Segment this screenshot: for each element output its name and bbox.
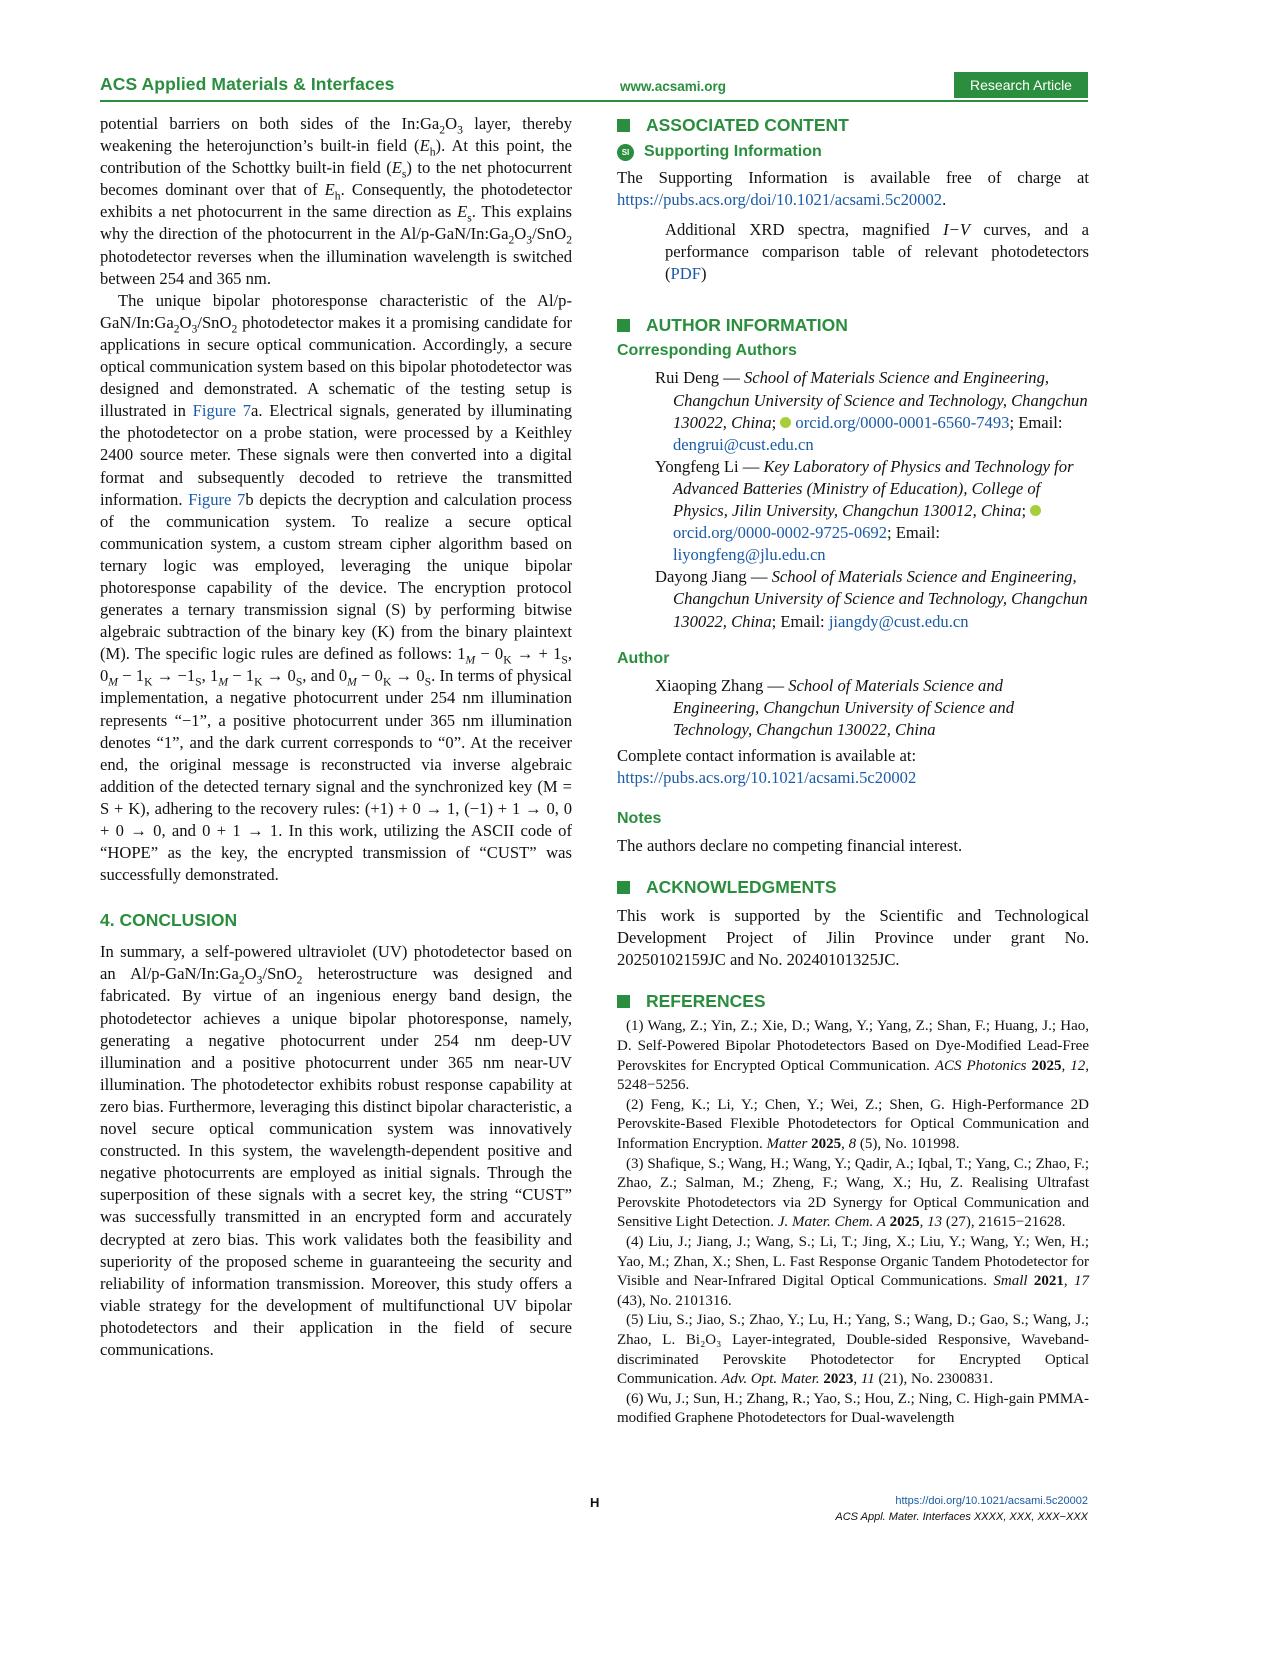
orcid-link[interactable]: orcid.org/0000-0001-6560-7493 — [795, 412, 1010, 432]
section-square-icon — [617, 881, 630, 894]
article-type-badge: Research Article — [954, 72, 1088, 98]
section-square-icon — [617, 319, 630, 332]
reference-item: (6) Wu, J.; Sun, H.; Zhang, R.; Yao, S.; Hou, Z.; Ning, C. High-gain PMMA-modified Graphene Photodetectors for Dual-wavelength — [617, 1390, 1089, 1427]
contact-info-text: Complete contact information is available at: https://pubs.acs.org/10.1021/acsami.5c20002 — [617, 745, 917, 787]
footer-doi-link[interactable]: https://doi.org/10.1021/acsami.5c20002 — [895, 1495, 1088, 1507]
supporting-info-description: Additional XRD spectra, magnified I−V curves, and a performance comparison table of relevant photodetectors (PDF) — [665, 220, 1089, 284]
pdf-link[interactable]: PDF — [670, 264, 701, 284]
acknowledgments-text: This work is supported by the Scientific and Technological Development Project of Jilin Province under grant No. 20250102159JC and No. 20240101325JC. — [617, 906, 1089, 970]
figure-7-link[interactable]: Figure 7 — [188, 489, 246, 509]
section-heading-references: REFERENCES — [617, 989, 1089, 1013]
orcid-icon — [1030, 505, 1041, 516]
right-column — [617, 113, 1089, 1429]
reference-list — [617, 1017, 1089, 1428]
orcid-link[interactable]: orcid.org/0000-0002-9725-0692 — [673, 523, 888, 543]
email-link[interactable]: liyongfeng@jlu.edu.cn — [673, 545, 826, 565]
left-column — [100, 113, 572, 1361]
orcid-icon — [780, 417, 791, 428]
reference-item: (3) Shafique, S.; Wang, H.; Wang, Y.; Qadir, A.; Iqbal, T.; Yang, C.; Zhao, F.; Zhao, Z.; Salman, M.; Zheng, F.; Wang, X.; Hu, Z. Realising Ultrafast Perovskite Photodetectors via 2D Synergy for Optical Communication and Sensitive Light Detection. J. Mater. Chem. A 2025, 13 (27), 21615−21628. — [617, 1155, 1089, 1231]
author-entry-xiaoping-zhang: Xiaoping Zhang — School of Materials Science and Engineering, Changchun University of Science and Technology, Changchun 130022, China — [655, 675, 1015, 739]
page-number: H — [590, 1495, 600, 1510]
notes-text: The authors declare no competing financial interest. — [617, 836, 963, 856]
subheading-supporting-information: SI Supporting Information — [617, 140, 1089, 164]
section-heading-associated-content: ASSOCIATED CONTENT — [617, 113, 1089, 137]
author-entry-yongfeng-li: Yongfeng Li — Key Laboratory of Physics and Technology for Advanced Batteries (Ministry of Education), College of Physics, Jilin University, Changchun 130012, China; orcid.org/0000-0002-9725-0692; Email: liyongfeng@jlu.edu.cn — [655, 456, 1074, 565]
journal-title: ACS Applied Materials & Interfaces — [100, 74, 395, 94]
supporting-info-url-link[interactable]: https://pubs.acs.org/doi/10.1021/acsami.5c20002 — [617, 190, 943, 210]
paragraph-bipolar-mechanism: potential barriers on both sides of the $In:Ga_2O_3$ layer, thereby weakening the heterojunction’s built-in field $(E_h)$. At this point, the contribution of the Schottky built-in field $(E_s)$ to the net photocurrent becomes dominant over that of $E_h$. Consequently, the photodetector exhibits a net photocurrent in the same direction as $E_s$. This explains why the direction of the photocurrent in the $Al/p-GaN/In:Ga_2O_3/SnO_2$ photodetector reverses when the illumination wavelength is switched between 254 and 365 nm. — [100, 114, 572, 288]
subheading-notes: Notes — [617, 810, 662, 828]
paragraph-secure-communication: The unique bipolar photoresponse characteristic of the $Al/p-GaN/In:Ga_2O_3/SnO_2$ photodetector makes it a promising candidate for applications in secure optical communication. Accordingly, a secure optical communication system based on this bipolar photodetector was designed and demonstrated. A schematic of the testing setup is illustrated in Figure 7a. Electrical signals, generated by illuminating the photodetector on a probe station, were processed by a Keithley 2400 source meter. These signals were then converted into a digital format and subsequently decoded to retrieve the transmitted information. Figure 7b depicts the decryption and calculation process of the communication system. To realize a secure optical communication system, a custom stream cipher algorithm based on ternary logic was employed, leveraging the unique bipolar photoresponse capability of the device. The encryption protocol generates a ternary transmission signal (S) by performing bitwise algebraic subtraction of the binary key (K) from the binary plaintext (M). The specific logic rules are defined as follows: $1_M - 0_K$ → + $1_S$, $0_M - 1_K \to -1_S$, $1_M - 1_K \to 0_S$, and $0_M - 0_K \to 0_S$. In terms of physical implementation, a negative photocurrent under 254 nm illumination represents “−1”, a positive photocurrent under 365 nm illumination denotes “1”, and the dark current corresponds to “0”. At the receiver end, the original message is reconstructed via inverse algebraic addition of the detected ternary signal and the synchronized key (M = S + K), adhering to the recovery rules: (+1) + 0 → 1, (−1) + 1 → 0, 0 + 0 → 0, and 0 + 1 → 1. In this work, utilizing the ASCII code of “HOPE” as the key, the encrypted transmission of “CUST” was successfully demonstrated. — [100, 290, 573, 885]
supporting-info-icon: SI — [617, 144, 634, 161]
email-link[interactable]: dengrui@cust.edu.cn — [673, 434, 814, 454]
reference-item: (5) Liu, S.; Jiao, S.; Zhao, Y.; Lu, H.; Yang, S.; Wang, D.; Gao, S.; Wang, J.; Zhao, L. Bi₂O₃ Layer-integrated, Double-sided Responsive, Waveband-discriminated Perovskite Photodetector for Encrypted Optical Communication. Adv. Opt. Mater. 2023, 11 (21), No. 2300831. — [617, 1312, 1089, 1388]
reference-item: (1) Wang, Z.; Yin, Z.; Xie, D.; Wang, Y.; Yang, Z.; Shan, F.; Huang, J.; Hao, D. Self-Powered Bipolar Photodetectors Based on Dye-Modified Lead-Free Perovskites for Encrypted Optical Communication. ACS Photonics 2025, 12, 5248−5256. — [617, 1018, 1089, 1094]
running-header — [100, 74, 1088, 102]
footer-citation: ACS Appl. Mater. Interfaces XXXX, XXX, XXX−XXX — [835, 1511, 1088, 1523]
section-square-icon — [617, 995, 630, 1008]
reference-item: (2) Feng, K.; Li, Y.; Chen, Y.; Wei, Z.; Shen, G. High-Performance 2D Perovskite-Based Flexible Photodetectors for Optical Communication and Information Encryption. Matter 2025, 8 (5), No. 101998. — [617, 1096, 1089, 1152]
author-entry-rui-deng: Rui Deng — School of Materials Science and Engineering, Changchun University of Science and Technology, Changchun 130022, China; orcid.org/0000-0001-6560-7493; Email: dengrui@cust.edu.cn — [655, 368, 1088, 454]
section-heading-author-information: AUTHOR INFORMATION — [617, 313, 1089, 337]
paragraph-conclusion: In summary, a self-powered ultraviolet (UV) photodetector based on an $Al/p-GaN/In:Ga_2O_3/SnO_2$ heterostructure was designed and fabricated. By virtue of an ingenious energy band design, the photodetector achieves a unique bipolar photoresponse, namely, generating a negative photocurrent under 254 nm deep-UV illumination and a positive photocurrent under 365 nm near-UV illumination. The photodetector exhibits robust response capability at zero bias. Furthermore, leveraging this distinct bipolar characteristic, a novel secure optical communication system was innovatively constructed. In this system, the wavelength-dependent positive and negative photocurrents are employed as initial signals. Through the superposition of these signals with a secret key, the string “CUST” was successfully transmitted in an encrypted form and accurately decrypted at zero bias. This work validates both the feasibility and superiority of the proposed scheme in guaranteeing the security and reliability of information transmission. Moreover, this study offers a viable strategy for the development of multifunctional UV bipolar photodetectors and their application in the field of secure communications. — [100, 942, 572, 1359]
email-link[interactable]: jiangdy@cust.edu.cn — [828, 611, 969, 631]
section-heading-acknowledgments: ACKNOWLEDGMENTS — [617, 875, 1089, 899]
journal-website-link[interactable]: www.acsami.org — [620, 79, 727, 94]
contact-info-url-link[interactable]: https://pubs.acs.org/10.1021/acsami.5c20002 — [617, 767, 917, 787]
supporting-info-text: The Supporting Information is available free of charge at https://pubs.acs.org/doi/10.1021/acsami.5c20002. — [617, 168, 1089, 210]
section-heading-conclusion: 4. CONCLUSION — [100, 910, 238, 931]
subheading-corresponding-authors: Corresponding Authors — [617, 342, 797, 360]
subheading-author: Author — [617, 649, 670, 667]
section-square-icon — [617, 119, 630, 132]
reference-item: (4) Liu, J.; Jiang, J.; Wang, S.; Li, T.; Jing, X.; Liu, Y.; Wang, Y.; Wen, H.; Yao, M.; Zhan, X.; Shen, L. Fast Response Organic Tandem Photodetector for Visible and Near-Infrared Digital Optical Communications. Small 2021, 17 (43), No. 2101316. — [617, 1233, 1090, 1309]
figure-7-link[interactable]: Figure 7 — [192, 401, 251, 421]
author-entry-dayong-jiang: Dayong Jiang — School of Materials Science and Engineering, Changchun University of Science and Technology, Changchun 130022, China; Email: jiangdy@cust.edu.cn — [655, 567, 1088, 631]
